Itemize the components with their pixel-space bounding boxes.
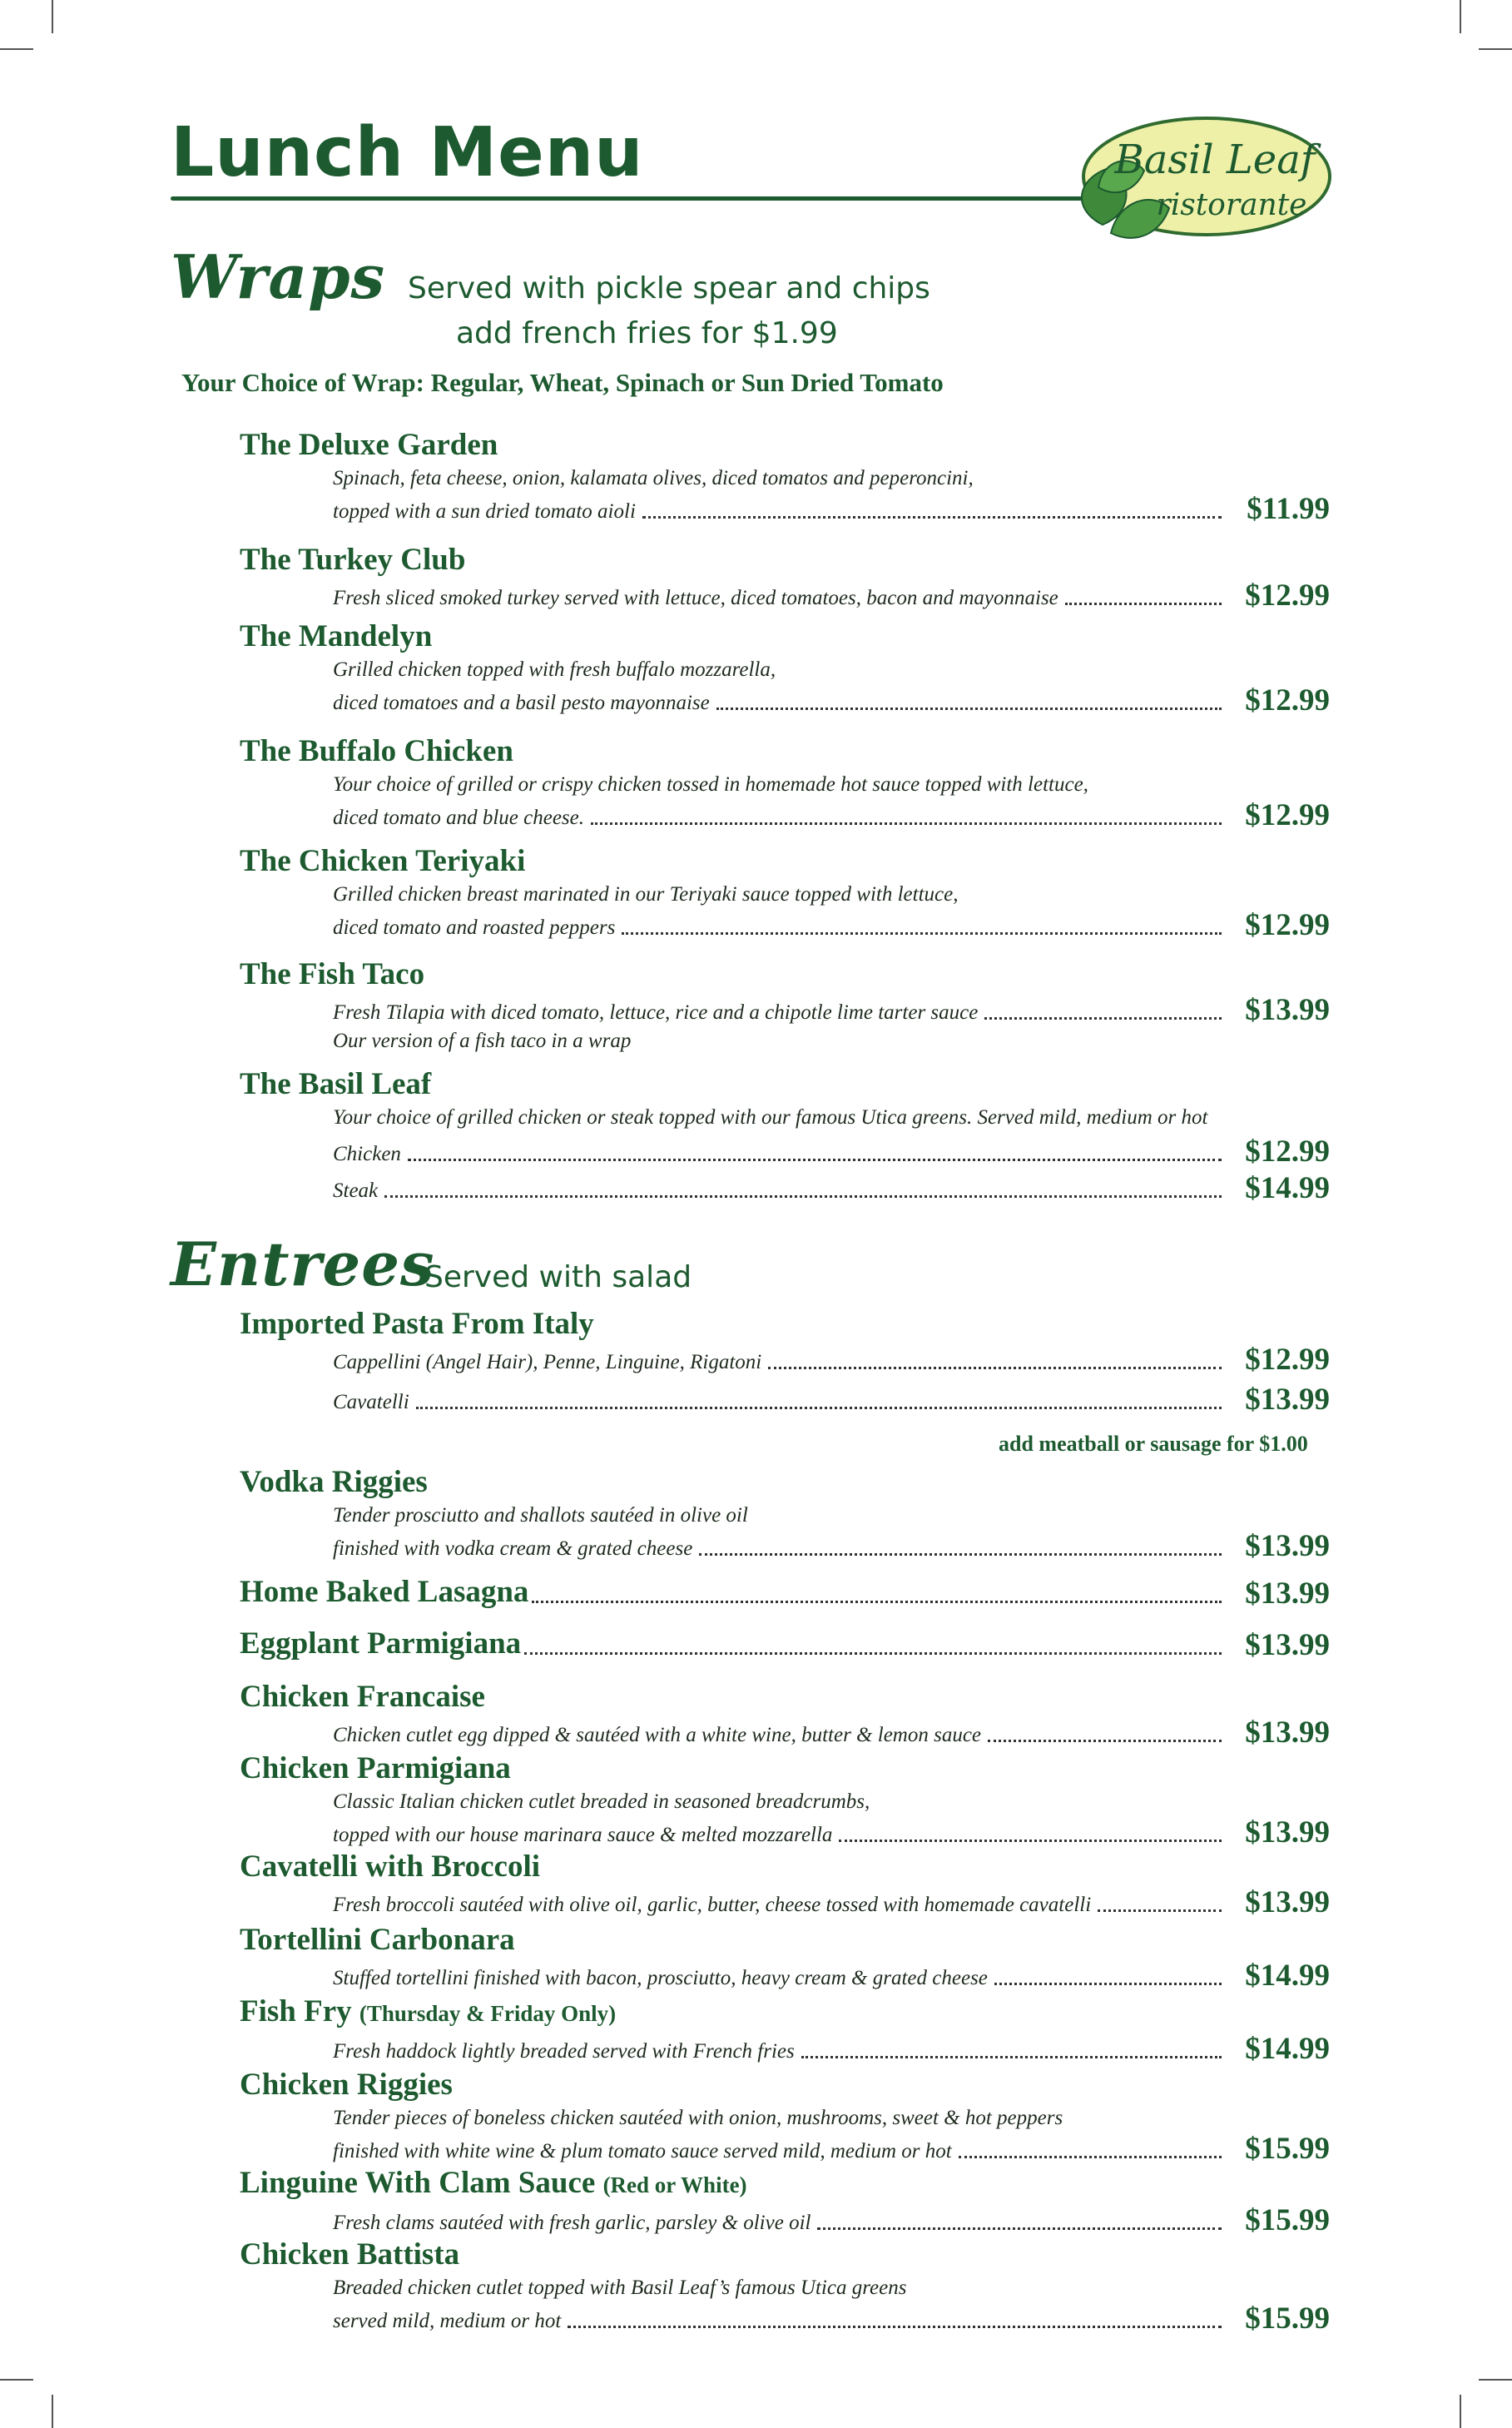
pasta-addon-note: add meatball or sausage for $1.00 bbox=[999, 1432, 1308, 1456]
item-description: Spinach, feta cheese, onion, kalamata olives, diced tomatos and peperoncini, bbox=[333, 467, 974, 489]
crop-mark bbox=[1460, 2395, 1461, 2428]
crop-mark bbox=[0, 2379, 33, 2381]
menu-item bbox=[240, 1573, 1330, 1611]
item-description: Your choice of grilled or crispy chicken tossed in homemade hot sauce topped with lettuce, bbox=[333, 773, 1088, 796]
item-description: Fresh Tilapia with diced tomato, lettuce, rice and a chipotle lime tarter sauce bbox=[333, 1001, 979, 1024]
item-description: Our version of a fish taco in a wrap bbox=[333, 1030, 632, 1052]
item-description: Fresh clams sautéed with fresh garlic, parsley & olive oil bbox=[333, 2212, 811, 2234]
leader-dots bbox=[817, 2227, 1222, 2230]
item-price: $14.99 bbox=[1245, 2032, 1330, 2066]
menu-item bbox=[240, 1848, 1330, 1919]
menu-item bbox=[240, 426, 1330, 526]
item-description: topped with our house marinara sauce & melted mozzarella bbox=[333, 1824, 833, 1846]
item-price: $12.99 bbox=[1245, 798, 1330, 832]
crop-mark bbox=[0, 48, 33, 50]
section-title-wraps: Wraps bbox=[171, 241, 386, 312]
leader-dots bbox=[994, 1983, 1222, 1985]
item-name: The Fish Taco bbox=[240, 957, 425, 991]
menu-item bbox=[240, 618, 1330, 717]
item-price: $13.99 bbox=[1245, 1715, 1330, 1750]
menu-item bbox=[240, 956, 1330, 1055]
item-description: Chicken cutlet egg dipped & sautéed with a white wine, butter & lemon sauce bbox=[333, 1724, 982, 1746]
item-price: $13.99 bbox=[1245, 1628, 1330, 1662]
item-price: $12.99 bbox=[1245, 1135, 1330, 1169]
title-divider bbox=[171, 196, 1086, 201]
section-title-entrees: Entrees bbox=[171, 1229, 435, 1299]
item-price: $15.99 bbox=[1245, 2132, 1330, 2166]
item-name: Imported Pasta From Italy bbox=[240, 1307, 594, 1341]
item-price: $13.99 bbox=[1245, 1383, 1330, 1417]
item-description: Grilled chicken topped with fresh buffalo mozzarella, bbox=[333, 658, 776, 681]
item-name: The Buffalo Chicken bbox=[240, 734, 513, 768]
crop-mark bbox=[52, 2395, 53, 2428]
menu-item bbox=[240, 1463, 1330, 1563]
item-description: Fresh haddock lightly breaded served with French fries bbox=[333, 2040, 795, 2063]
wraps-note-fries: add french fries for $1.99 bbox=[456, 316, 838, 350]
entrees-note: Served with salad bbox=[424, 1260, 692, 1294]
item-option: Steak bbox=[333, 1179, 379, 1202]
item-name: Eggplant Parmigiana bbox=[240, 1626, 522, 1661]
crop-mark bbox=[1479, 48, 1512, 50]
item-price: $14.99 bbox=[1245, 1171, 1330, 1205]
logo-name: Basil Leaf bbox=[1114, 137, 1316, 183]
menu-item bbox=[240, 1065, 1330, 1205]
leader-dots bbox=[716, 708, 1222, 710]
leader-dots bbox=[568, 2326, 1222, 2328]
menu-item bbox=[240, 2236, 1330, 2336]
item-name: The Chicken Teriyaki bbox=[240, 844, 526, 878]
crop-mark bbox=[1479, 2379, 1512, 2381]
item-price: $13.99 bbox=[1245, 1576, 1330, 1611]
leader-dots bbox=[408, 1159, 1222, 1161]
item-availability: (Thursday & Friday Only) bbox=[359, 2001, 617, 2026]
item-description: finished with white wine & plum tomato sauce served mild, medium or hot bbox=[333, 2140, 952, 2162]
item-variant: (Red or White) bbox=[602, 2172, 747, 2197]
item-option: Chicken bbox=[333, 1143, 401, 1165]
item-price: $12.99 bbox=[1245, 908, 1330, 942]
item-description: Breaded chicken cutlet topped with Basil Leaf’s famous Utica greens bbox=[333, 2277, 907, 2299]
leader-dots bbox=[699, 1553, 1222, 1556]
item-name: The Deluxe Garden bbox=[240, 428, 498, 462]
item-price: $14.99 bbox=[1245, 1959, 1330, 1993]
item-name: Chicken Riggies bbox=[240, 2068, 453, 2102]
item-description: Tender pieces of boneless chicken sautéed with onion, mushrooms, sweet & hot peppers bbox=[333, 2107, 1063, 2129]
item-description: Fresh sliced smoked turkey served with lettuce, diced tomatoes, bacon and mayonnaise bbox=[333, 587, 1058, 609]
item-description: Tender prosciutto and shallots sautéed in olive oil bbox=[333, 1504, 748, 1527]
menu-item bbox=[240, 1305, 1330, 1417]
leader-dots bbox=[1098, 1909, 1222, 1912]
leader-dots bbox=[839, 1840, 1222, 1842]
menu-item bbox=[240, 2066, 1330, 2166]
wrap-choice-note: Your Choice of Wrap: Regular, Wheat, Spinach or Sun Dried Tomato bbox=[181, 368, 944, 397]
leader-dots bbox=[959, 2156, 1222, 2158]
item-name: The Basil Leaf bbox=[240, 1067, 432, 1101]
item-description: finished with vodka cream & grated cheese bbox=[333, 1537, 693, 1560]
leader-dots bbox=[532, 1601, 1222, 1603]
item-description: Your choice of grilled chicken or steak topped with our famous Utica greens. Served mild, medium or hot bbox=[333, 1106, 1208, 1129]
item-name: Fish Fry bbox=[240, 1994, 352, 2028]
item-price: $11.99 bbox=[1247, 492, 1330, 526]
item-description: diced tomato and roasted peppers bbox=[333, 916, 616, 939]
item-price: $13.99 bbox=[1245, 1885, 1330, 1919]
item-price: $13.99 bbox=[1245, 993, 1330, 1027]
crop-mark bbox=[1460, 0, 1461, 33]
leader-dots bbox=[1065, 603, 1222, 605]
item-name: Chicken Battista bbox=[240, 2237, 460, 2272]
menu-item bbox=[240, 842, 1330, 942]
menu-item bbox=[240, 1993, 1330, 2066]
item-description: diced tomato and blue cheese. bbox=[333, 807, 584, 829]
item-price: $13.99 bbox=[1245, 1529, 1330, 1563]
item-name: Tortellini Carbonara bbox=[240, 1923, 515, 1957]
item-option: Cavatelli bbox=[333, 1391, 409, 1413]
item-name: Vodka Riggies bbox=[240, 1465, 428, 1499]
leader-dots bbox=[416, 1407, 1222, 1409]
item-name: Cavatelli with Broccoli bbox=[240, 1850, 541, 1884]
item-name: Linguine With Clam Sauce bbox=[240, 2166, 596, 2200]
leader-dots bbox=[384, 1195, 1222, 1198]
item-name: The Turkey Club bbox=[240, 543, 466, 577]
leader-dots bbox=[524, 1652, 1222, 1655]
page-title: Lunch Menu bbox=[171, 113, 644, 192]
leader-dots bbox=[984, 1017, 1222, 1020]
item-description: Grilled chicken breast marinated in our Teriyaki sauce topped with lettuce, bbox=[333, 883, 959, 906]
item-description: served mild, medium or hot bbox=[333, 2310, 562, 2332]
leader-dots bbox=[988, 1740, 1222, 1742]
logo-subtitle: ristorante bbox=[1156, 188, 1307, 222]
wraps-note-sides: Served with pickle spear and chips bbox=[408, 271, 930, 305]
item-option: Cappellini (Angel Hair), Penne, Linguine, Rigatoni bbox=[333, 1351, 762, 1373]
item-name: Chicken Francaise bbox=[240, 1680, 485, 1714]
item-description: Classic Italian chicken cutlet breaded in seasoned breadcrumbs, bbox=[333, 1790, 870, 1813]
menu-item bbox=[240, 732, 1330, 832]
item-name: Home Baked Lasagna bbox=[240, 1575, 529, 1609]
item-price: $15.99 bbox=[1245, 2301, 1330, 2336]
menu-item bbox=[240, 1678, 1330, 1750]
menu-item bbox=[240, 541, 1330, 613]
item-description: topped with a sun dried tomato aioli bbox=[333, 500, 636, 523]
item-description: Stuffed tortellini finished with bacon, prosciutto, heavy cream & grated cheese bbox=[333, 1967, 988, 1989]
item-price: $12.99 bbox=[1245, 578, 1330, 613]
item-price: $15.99 bbox=[1245, 2203, 1330, 2237]
menu-item bbox=[240, 1625, 1330, 1663]
menu-item bbox=[240, 1921, 1330, 1993]
leader-dots bbox=[591, 822, 1222, 825]
basil-leaf-logo bbox=[1053, 108, 1336, 266]
leader-dots bbox=[801, 2056, 1222, 2058]
item-description: Fresh broccoli sautéed with olive oil, garlic, butter, cheese tossed with homemade cavatelli bbox=[333, 1894, 1092, 1916]
leader-dots bbox=[768, 1367, 1222, 1369]
leader-dots bbox=[642, 516, 1222, 519]
item-name: The Mandelyn bbox=[240, 619, 433, 653]
menu-item bbox=[240, 2164, 1330, 2237]
leader-dots bbox=[622, 932, 1222, 935]
item-description: diced tomatoes and a basil pesto mayonnaise bbox=[333, 692, 710, 714]
item-name: Chicken Parmigiana bbox=[240, 1751, 511, 1785]
menu-item bbox=[240, 1750, 1330, 1850]
crop-mark bbox=[52, 0, 53, 33]
item-price: $12.99 bbox=[1245, 1343, 1330, 1377]
item-price: $12.99 bbox=[1245, 683, 1330, 717]
item-price: $13.99 bbox=[1245, 1815, 1330, 1850]
